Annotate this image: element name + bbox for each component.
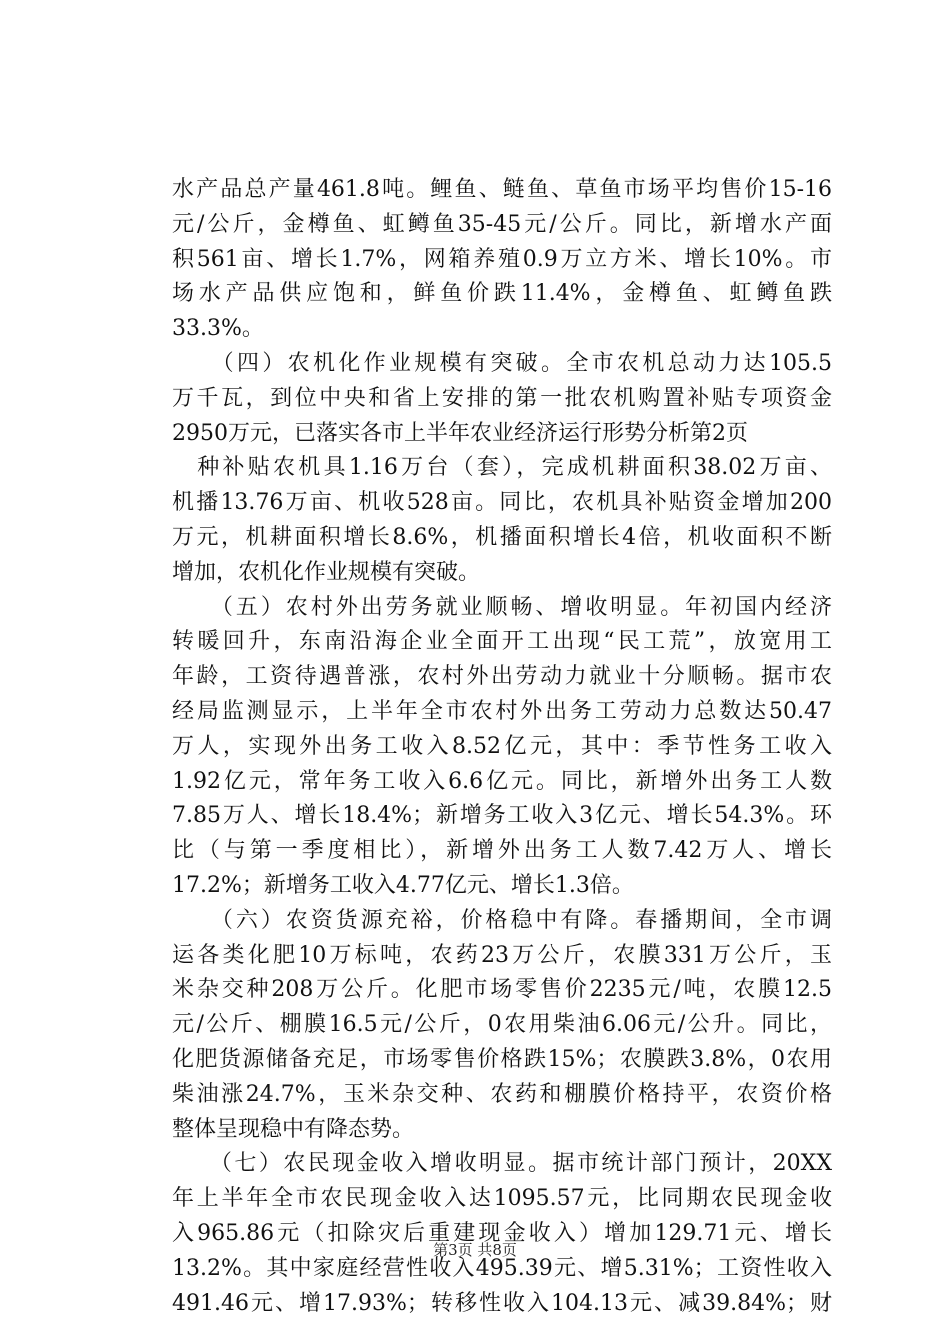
text-line: 17.2%；新增务工收入4.77亿元、增长1.3倍。 [172,872,634,898]
text-line: 2950万元，已落实各市上半年农业经济运行形势分析第2页 [172,420,748,446]
text-line: 年上半年全市农民现金收入达1095.57元，比同期农民现金收 [172,1186,832,1212]
text-line: 万元，机耕面积增长8.6%，机播面积增长4倍，机收面积不断 [172,524,832,550]
text-line: 整体呈现稳中有降态势。 [172,1116,415,1142]
document-body [172,173,832,1321]
text-line: 柴油涨24.7%，玉米杂交种、农药和棚膜价格持平，农资价格 [172,1081,832,1107]
text-line: 年龄，工资待遇普涨，农村外出劳动力就业十分顺畅。据市农 [172,664,832,690]
text-line: 种补贴农机具1.16万台（套），完成机耕面积38.02万亩、 [172,455,832,481]
text-line: 1.92亿元，常年务工收入6.6亿元。同比，新增外出务工人数 [172,768,832,794]
page-footer: 第3页 共8页 [433,1241,517,1259]
text-line: 万千瓦，到位中央和省上安排的第一批农机购置补贴专项资金 [172,385,832,411]
text-line: 机播13.76万亩、机收528亩。同比，农机具补贴资金增加200 [172,490,832,516]
text-line: 增加，农机化作业规模有突破。 [172,559,481,585]
text-line: （四）农机化作业规模有突破。全市农机总动力达105.5 [172,350,832,376]
text-line: 米杂交种208万公斤。化肥市场零售价2235元/吨，农膜12.5 [172,977,832,1003]
text-line: 491.46元、增17.93%；转移性收入104.13元、减39.84%；财 [172,1290,832,1316]
text-line: 运各类化肥10万标吨，农药23万公斤，农膜331万公斤，玉 [172,942,832,968]
text-line: 万人，实现外出务工收入8.52亿元，其中：季节性务工收入 [172,733,832,759]
text-line: 化肥货源储备充足，市场零售价格跌15%；农膜跌3.8%，0农用 [172,1046,832,1072]
text-line: （六）农资货源充裕，价格稳中有降。春播期间，全市调 [172,907,832,933]
text-line: 经局监测显示，上半年全市农村外出务工劳动力总数达50.47 [172,698,832,724]
text-line: 积561亩、增长1.7%，网箱养殖0.9万立方米、增长10%。市 [172,246,832,272]
text-line: （五）农村外出劳务就业顺畅、增收明显。年初国内经济 [172,594,832,620]
text-line: 转暖回升，东南沿海企业全面开工出现“民工荒”，放宽用工 [172,629,832,655]
text-line: 场水产品供应饱和，鲜鱼价跌11.4%，金樽鱼、虹鳟鱼跌 [172,281,832,307]
text-line: 比（与第一季度相比），新增外出务工人数7.42万人、增长 [172,838,832,864]
text-line: 33.3%。 [172,316,264,342]
text-line: 元/公斤，金樽鱼、虹鳟鱼35-45元/公斤。同比，新增水产面 [172,211,832,237]
text-line: 元/公斤、棚膜16.5元/公斤，0农用柴油6.06元/公升。同比， [172,1012,832,1038]
text-line: （七）农民现金收入增收明显。据市统计部门预计，20XX [172,1151,832,1177]
text-line: 7.85万人、增长18.4%；新增务工收入3亿元、增长54.3%。环 [172,803,832,829]
text-line: 入965.86元（扣除灾后重建现金收入）增加129.71元、增长 [172,1220,832,1246]
text-line: 水产品总产量461.8吨。鲤鱼、鲢鱼、草鱼市场平均售价15-16 [172,177,832,202]
text-line: 13.2%。其中家庭经营性收入495.39元、增5.31%；工资性收入 [172,1255,832,1281]
